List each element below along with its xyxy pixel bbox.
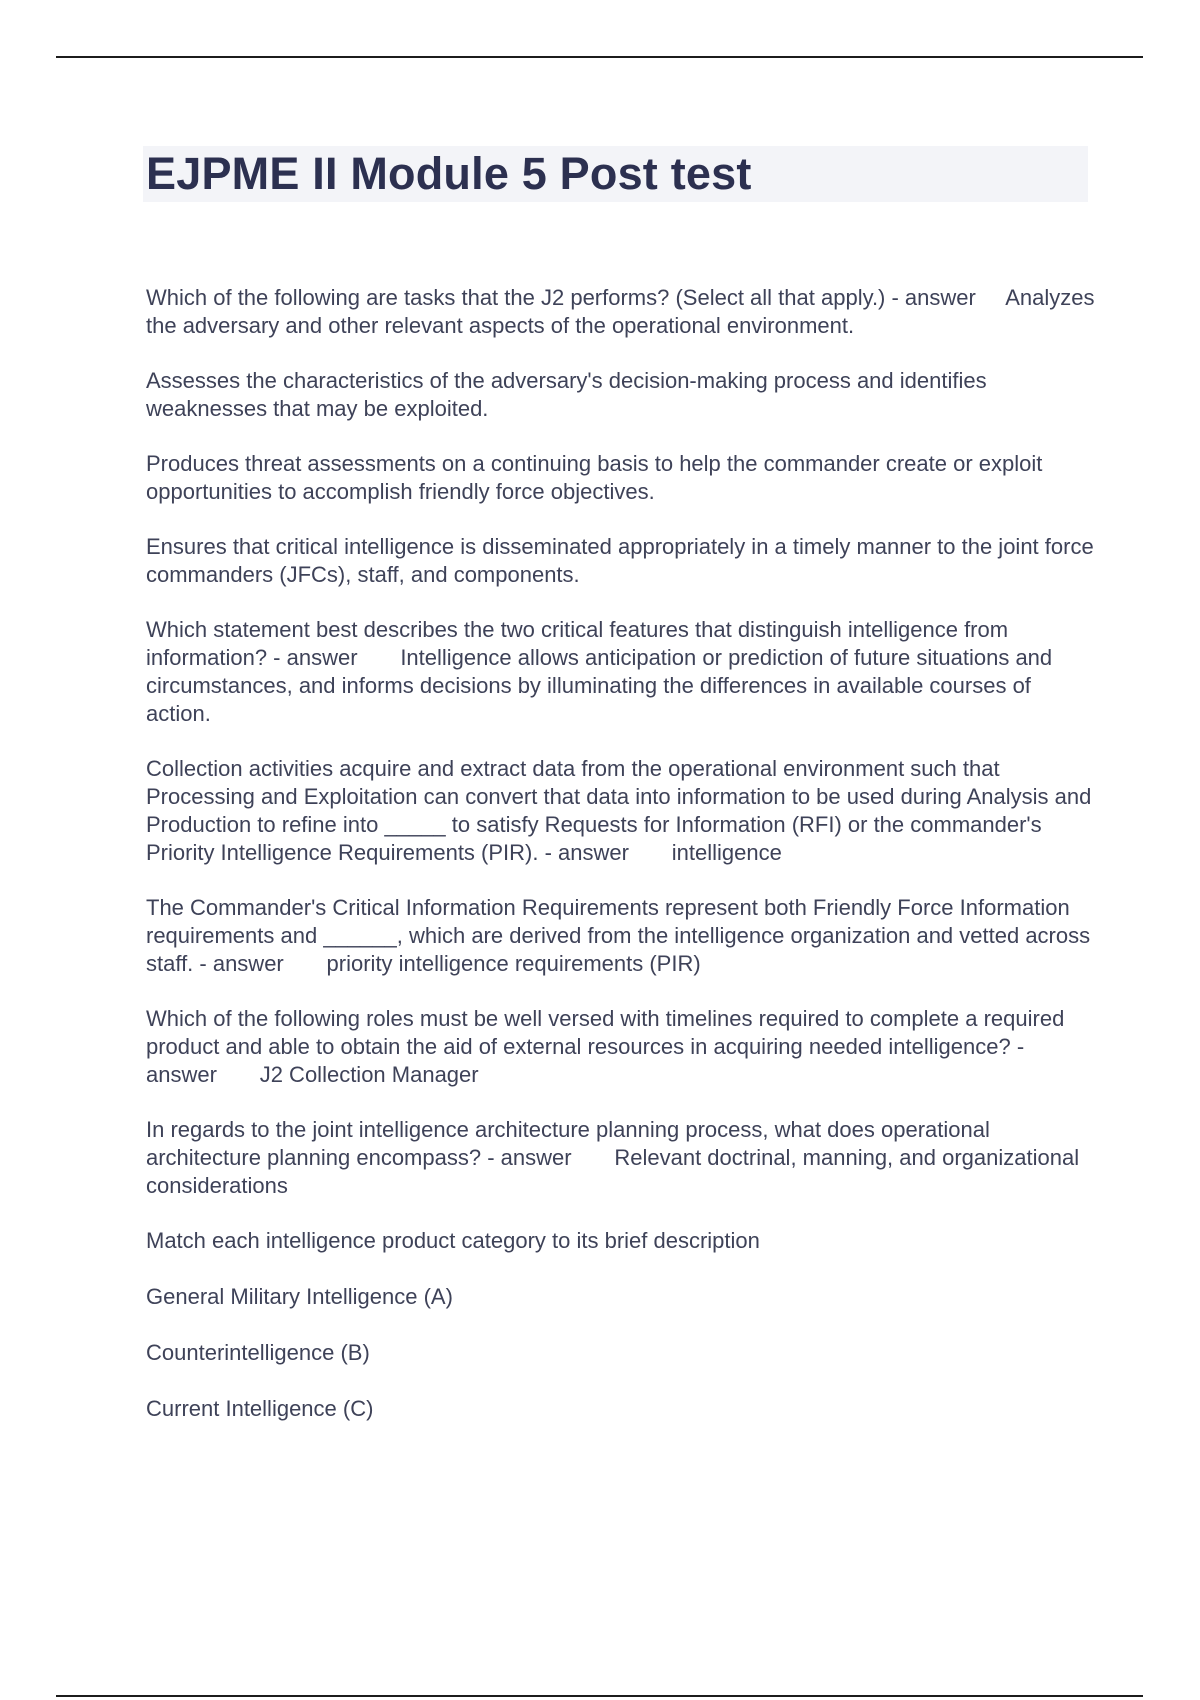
paragraph-q2: Which statement best describes the two critical features that distinguish intelligence from information? - answer Intelligence allows anticipation or prediction of future situations and circumstances, and informs decisions by illuminating the differences in available courses of action. — [146, 617, 1053, 726]
paragraph-q7-prompt: Match each intelligence product category to its brief description — [146, 1228, 760, 1253]
top-rule — [56, 56, 1143, 58]
paragraph-q3: Collection activities acquire and extract data from the operational environment such that Processing and Exploitation can convert that data into information to be used during Analysis and Production to refine into _____ to satisfy Requests for Information (RFI) or the commander's Priority Intelligence Requirements (PIR). - answer intelligence — [146, 756, 1092, 865]
paragraph-q7-option-a: General Military Intelligence (A) — [146, 1284, 453, 1309]
paragraph-q6: In regards to the joint intelligence architecture planning process, what does operational architecture planning encompass? - answer Relevant doctrinal, manning, and organizational considerations — [146, 1117, 1080, 1198]
paragraph-q5: Which of the following roles must be well versed with timelines required to complete a required product and able to obtain the aid of external resources in acquiring needed intelligence? - answer J2 Collection Manager — [146, 1006, 1065, 1087]
paragraph-q1: Which of the following are tasks that the J2 performs? (Select all that apply.) - answer Analyzes the adversary and other relevant aspects of the operational environment. — [146, 285, 1095, 338]
paragraph-q7-option-b: Counterintelligence (B) — [146, 1340, 370, 1365]
page-title: EJPME II Module 5 Post test — [146, 148, 752, 199]
paragraph-q7-option-c: Current Intelligence (C) — [146, 1396, 374, 1421]
paragraph-q1-option-2: Assesses the characteristics of the adversary's decision-making process and identifies weaknesses that may be exploited. — [146, 368, 987, 421]
bottom-rule — [56, 1695, 1143, 1697]
paragraph-q4: The Commander's Critical Information Requirements represent both Friendly Force Information requirements and ______, which are derived from the intelligence organization and vetted across staff. - answer priority intelligence requirements (PIR) — [146, 895, 1091, 976]
paragraph-q1-option-3: Produces threat assessments on a continuing basis to help the commander create or exploit opportunities to accomplish friendly force objectives. — [146, 451, 1043, 504]
document-body — [146, 284, 1096, 1451]
paragraph-q1-option-4: Ensures that critical intelligence is disseminated appropriately in a timely manner to the joint force commanders (JFCs), staff, and components. — [146, 534, 1094, 587]
